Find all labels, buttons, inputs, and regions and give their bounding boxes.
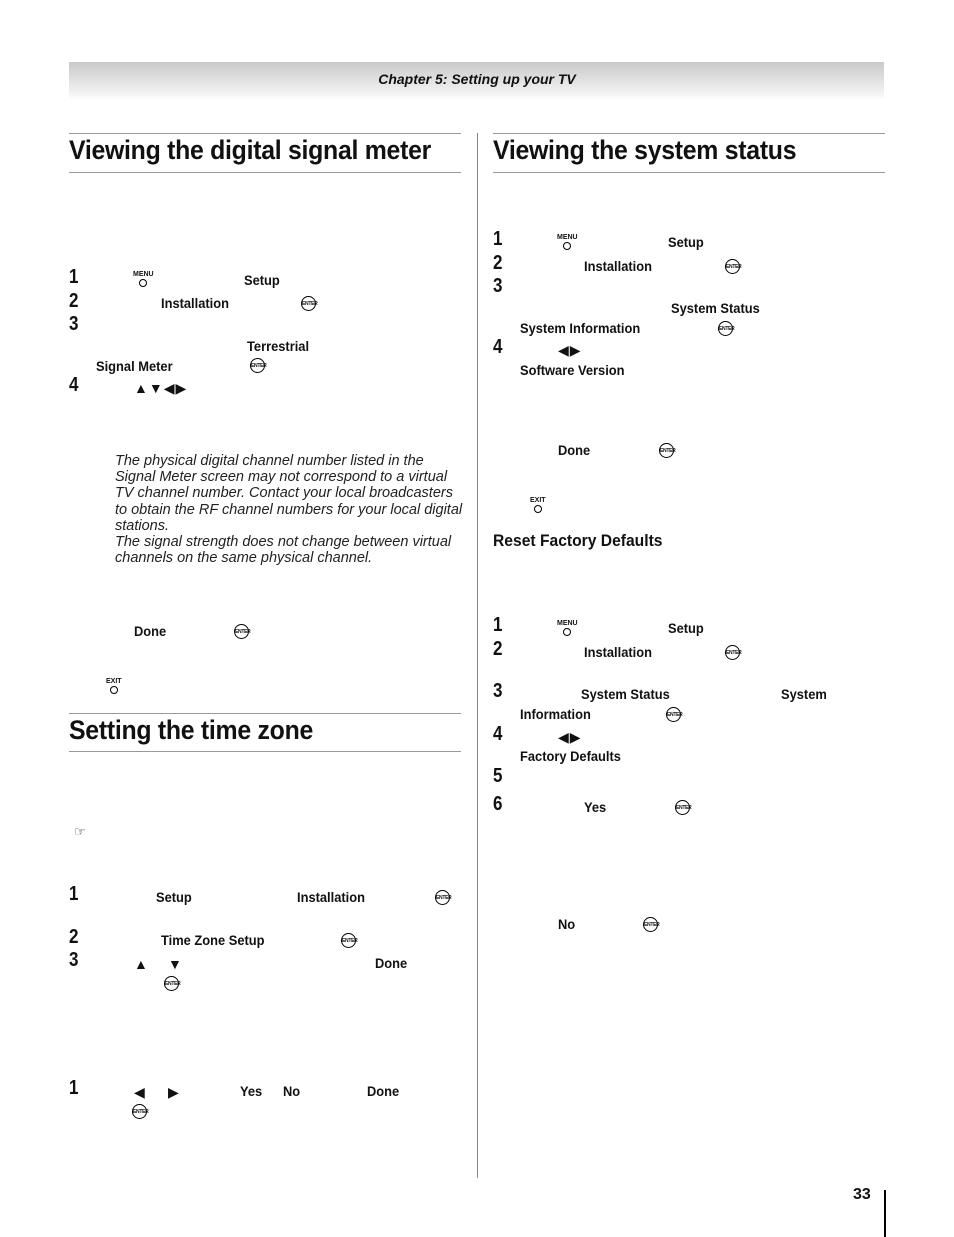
enter-button-icon: ENTER [666,707,681,722]
label-installation: Installation [584,644,652,660]
step-number: 2 [69,290,79,312]
label-no: No [283,1083,301,1099]
exit-button-icon: EXIT [106,678,122,694]
step-number: 3 [69,949,79,971]
pointing-hand-icon: ☞ [74,824,86,839]
enter-button-icon: ENTER [675,800,690,815]
enter-button-icon: ENTER [132,1104,147,1119]
step-number: 2 [493,252,503,274]
label-yes: Yes [240,1083,263,1099]
label-yes: Yes [584,799,607,815]
arrow-buttons-icon: ◀▶ [558,342,582,358]
label-setup: Setup [244,272,280,288]
section-title-signal-meter: Viewing the digital signal meter [69,135,432,165]
enter-button-icon: ENTER [725,259,740,274]
step-number: 3 [493,275,503,297]
label-installation: Installation [161,295,229,311]
step-number: 2 [69,926,79,948]
step-number: 4 [493,723,503,745]
enter-button-icon: ENTER [643,917,658,932]
up-arrow-icon: ▲ [134,956,149,972]
label-system-status: System Status [581,686,670,702]
label-done: Done [367,1083,400,1099]
enter-button-icon: ENTER [725,645,740,660]
label-software-version: Software Version [520,362,625,378]
label-system-status: System Status [671,300,760,316]
enter-button-icon: ENTER [234,624,249,639]
footer-rule [884,1190,886,1237]
page-number: 33 [853,1186,871,1203]
step-number: 5 [493,765,503,787]
label-system: System [781,686,827,702]
enter-button-icon: ENTER [341,933,356,948]
step-number: 4 [493,336,503,358]
label-setup: Setup [156,889,192,905]
label-setup: Setup [668,234,704,250]
label-done: Done [375,955,408,971]
step-number: 1 [69,266,79,288]
down-arrow-icon: ▼ [168,956,183,972]
title-rule-top [493,133,885,134]
section-title-system-status: Viewing the system status [493,135,797,165]
step-number: 3 [69,313,79,335]
step-number: 1 [493,614,503,636]
enter-button-icon: ENTER [659,443,674,458]
note-text: The physical digital channel number listed in the Signal Meter screen may not correspond to a virtual TV channel number. Contact your local broadcasters to obtain the RF channel numbers for your local digital stations. [115,453,463,534]
enter-button-icon: ENTER [250,358,265,373]
section-title-time-zone: Setting the time zone [69,715,314,745]
arrow-buttons-icon: ▲▼◀▶ [134,380,188,396]
label-done: Done [134,623,167,639]
step-number: 2 [493,638,503,660]
menu-button-icon: MENU [557,234,578,250]
label-done: Done [558,442,591,458]
enter-button-icon: ENTER [718,321,733,336]
title-rule-bottom [69,751,461,752]
column-divider [477,133,478,1178]
left-arrow-icon: ◀ [134,1084,146,1100]
step-number: 3 [493,680,503,702]
label-installation: Installation [584,258,652,274]
enter-button-icon: ENTER [164,976,179,991]
title-rule-top [69,713,461,714]
step-number: 6 [493,793,503,815]
right-arrow-icon: ▶ [168,1084,180,1100]
label-signal-meter: Signal Meter [96,358,173,374]
step-number: 1 [69,883,79,905]
enter-button-icon: ENTER [435,890,450,905]
chapter-title: Chapter 5: Setting up your TV [378,71,576,87]
title-rule-bottom [493,172,885,173]
label-factory-defaults: Factory Defaults [520,748,621,764]
subheading-reset-factory-defaults: Reset Factory Defaults [493,531,663,550]
note-text: The signal strength does not change between virtual channels on the same physical channel. [115,534,452,567]
menu-button-icon: MENU [557,620,578,636]
step-number: 1 [69,1077,79,1099]
step-number: 1 [493,228,503,250]
enter-button-icon: ENTER [301,296,316,311]
arrow-buttons-icon: ◀▶ [558,729,582,745]
step-number: 4 [69,374,79,396]
label-information: Information [520,706,591,722]
menu-button-icon: MENU [133,271,154,287]
exit-button-icon: EXIT [530,497,546,513]
title-rule-bottom [69,172,461,173]
label-no: No [558,916,576,932]
label-setup: Setup [668,620,704,636]
title-rule-top [69,133,461,134]
label-terrestrial: Terrestrial [247,338,310,354]
label-system-information: System Information [520,320,641,336]
label-time-zone-setup: Time Zone Setup [161,932,265,948]
label-installation: Installation [297,889,365,905]
